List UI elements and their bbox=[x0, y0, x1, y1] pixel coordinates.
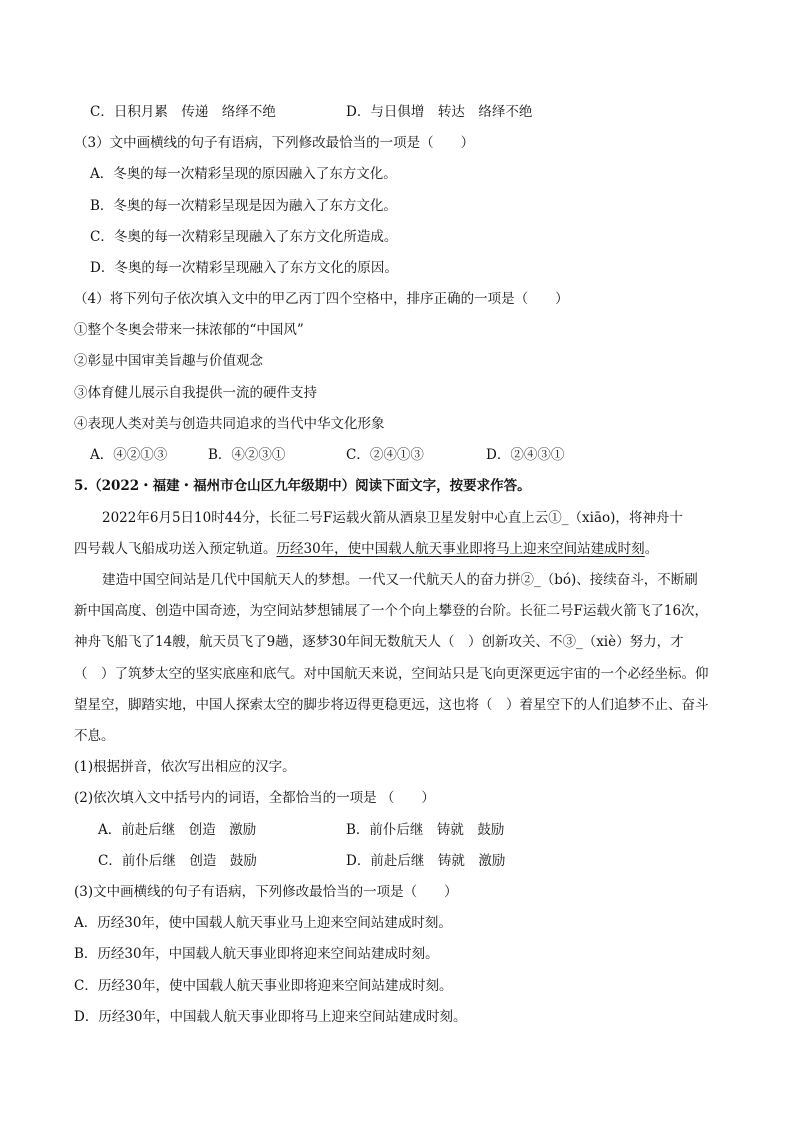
option-c: C．冬奥的每一次精彩呈现融入了东方文化所造成。 bbox=[90, 229, 398, 245]
option-c: C．②④①③ bbox=[346, 447, 424, 463]
question-stem: （4）将下列句子依次填入文中的甲乙丙丁四个空格中，排序正确的一项是（ ） bbox=[74, 291, 569, 307]
sub-question-2: (2)依次填入文中括号内的词语，全都恰当的一项是 （ ） bbox=[74, 790, 435, 806]
option-d: D．与日俱增 转达 络绎不绝 bbox=[346, 104, 533, 120]
sentence-item: ②彰显中国审美旨趣与价值观念 bbox=[74, 353, 263, 369]
option-b: B．历经30年，中国载人航天事业即将迎来空间站建成时刻。 bbox=[74, 946, 439, 962]
option-c: C．历经30年，使中国载人航天事业即将迎来空间站建成时刻。 bbox=[74, 978, 453, 994]
option-row bbox=[346, 102, 532, 122]
option-d: D．②④③① bbox=[486, 447, 565, 463]
sentence-item: ④表现人类对美与创造共同追求的当代中华文化形象 bbox=[74, 416, 385, 432]
question-header: 5.（2022・福建・福州市仓山区九年级期中）阅读下面文字，按要求作答。 bbox=[74, 478, 531, 494]
sentence-item: ①整个冬奥会带来一抹浓郁的“中国风” bbox=[74, 322, 304, 338]
option-a: A．冬奥的每一次精彩呈现的原因融入了东方文化。 bbox=[90, 166, 397, 182]
option-a: A．④②①③ bbox=[90, 447, 168, 463]
option-d: D．前赴后继 铸就 激励 bbox=[346, 853, 506, 869]
passage-line: 望星空，脚踏实地，中国人探索太空的脚步将迈得更稳更远，这也将（ ）着星空下的人们追梦不止、奋斗 bbox=[74, 697, 709, 713]
passage-line: 建造中国空间站是几代中国航天人的梦想。一代又一代航天人的奋力拼②_（bó)、接续奋斗，不断刷 bbox=[102, 572, 698, 588]
option-c: C．前仆后继 创造 鼓励 bbox=[98, 853, 257, 869]
passage-line: 神舟飞船飞了14艘，航天员飞了9趟，逐梦30年间无数航天人（ ）创新攻关、不③_（xiè）努力，才 bbox=[74, 634, 684, 650]
question-stem: （3）文中画横线的句子有语病，下列修改最恰当的一项是（ ） bbox=[74, 135, 475, 151]
option-d: D．冬奥的每一次精彩呈现融入了东方文化的原因。 bbox=[90, 260, 398, 276]
sentence-item: ③体育健儿展示自我提供一流的硬件支持 bbox=[74, 385, 317, 401]
option-a: A．前赴后继 创造 激励 bbox=[98, 822, 257, 838]
option-c: C．日积月累 传递 络绎不绝 bbox=[90, 104, 276, 120]
option-a: A．历经30年，使中国载人航天事业马上迎来空间站建成时刻。 bbox=[74, 915, 452, 931]
sub-question-1: (1)根据拼音，依次写出相应的汉字。 bbox=[74, 759, 296, 775]
passage-line: （ ）了筑梦太空的坚实底座和底气。对中国航天来说，空间站只是飞向更深更远宇宙的一个必经坐标。仰 bbox=[74, 666, 709, 682]
passage-line: 2022年6月5日10时44分，长征二号F运载火箭从酒泉卫星发射中心直上云①_（xiāo)，将神舟十 bbox=[102, 510, 683, 526]
option-b: B．④②③① bbox=[208, 447, 286, 463]
underlined-sentence: 历经30年，使中国载人航天事业即将马上迎来空间站建成时刻 bbox=[276, 541, 645, 557]
passage-line bbox=[74, 539, 658, 559]
passage-text: 四号载人飞船成功送入预定轨道。 bbox=[74, 541, 277, 557]
option-b: B．前仆后继 铸就 鼓励 bbox=[346, 822, 505, 838]
sub-question-3: (3)文中画横线的句子有语病，下列修改最恰当的一项是（ ） bbox=[74, 884, 458, 900]
passage-line: 不息。 bbox=[74, 728, 115, 744]
option-b: B．冬奥的每一次精彩呈现是因为融入了东方文化。 bbox=[90, 198, 397, 214]
passage-text: 。 bbox=[644, 541, 659, 557]
passage-line: 新中国高度、创造中国奇迹，为空间站梦想铺展了一个个向上攀登的台阶。长征二号F运载火箭飞了16次， bbox=[74, 603, 709, 619]
option-row bbox=[90, 102, 276, 122]
option-d: D．历经30年，中国载人航天事业即将马上迎来空间站建成时刻。 bbox=[74, 1009, 467, 1025]
